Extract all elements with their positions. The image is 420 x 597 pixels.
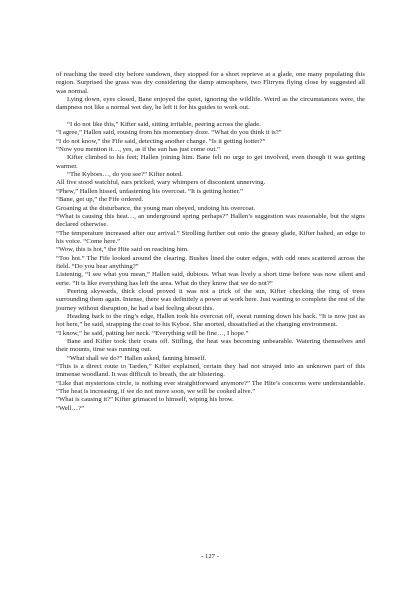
paragraph: Peering skywards, thick cloud proved it was not a trick of the sun, Kifter checking the ring of trees surrounding them again. Intense, there was definitely a power at work here. Just wanting to complete the rest of the journey without disruption, he had a bad feeling about this. — [56, 287, 365, 312]
paragraph: of reaching the treed city before sundown, they stopped for a short reprieve at a glade, one many populating this region. Surprised the grass was dry considering the damp atmosphere, two Flirryns flying close by suggested all was normal. — [56, 71, 365, 95]
paragraph: Lying down, eyes closed, Bane enjoyed the quiet, ignoring the wildlife. Weird as the circumstances were, the dampness not like a normal wet day, he left it for his guides to work out. — [56, 96, 365, 112]
paragraph: Bane and Kifter took their coats off. Stifling, the heat was becoming unbearable. Watering themselves and their mounts, time was running out. — [56, 338, 365, 354]
paragraph: “The Kyboes…, do you see?” Kifter noted. — [67, 171, 183, 179]
paragraph: “What shall we do?” Hallen asked, fanning himself. — [67, 354, 207, 362]
paragraph: All five stood watchful, ears pricked, wary whimpers of discontent unnerving. — [56, 179, 266, 187]
paragraph: “What is causing it?” Kifter grimaced to himself, wiping his brow. — [56, 396, 234, 404]
paragraph: “Now you mention it…, yes, as if the sun has just come out.” — [56, 146, 221, 154]
paragraph: “I do not like this,” Kifter said, sitting irritable, peering across the glade. — [67, 121, 261, 129]
paragraph: “I know,” he said, patting her neck. “Everything will be fine…, I hope.” — [56, 329, 249, 337]
paragraph: Groaning at the disturbance, the young man obeyed, undoing his overcoat. — [56, 204, 256, 212]
paragraph: “Phew,” Hallen hissed, unfastening his overcoat. “It is getting hotter.” — [56, 187, 243, 195]
paragraph: Listening, “I see what you mean,” Hallen said, dubious. What was lively a short time before was now silent and eerie. “It is like everything has left the area. What do they know that we do not?” — [56, 271, 365, 287]
paragraph: “The temperature increased after our arrival.” Strolling further out onto the grassy glade, Kifter halted, an edge to his voice. “Come here.” — [56, 229, 365, 245]
paragraph-break — [56, 113, 365, 121]
paragraph: “Like that mysterious circle, is nothing ever straightforward anymore?” The Hite’s concerns were understandable. “The heat is increasing, if we do not move soon, we will be cooked alive.” — [56, 379, 365, 396]
paragraph: Heading back to the ring’s edge, Hallen took his overcoat off, sweat running down his back. “It is now just as hot here,” he said, strapping the coat to his Kyboe. She snorted, dissatisfied at the changing environment. — [56, 312, 365, 329]
paragraph: “I agree,” Hallen said, rousing from his momentary doze. “What do you think it is?” — [56, 129, 282, 137]
page-number: - 127 - — [201, 553, 219, 560]
paragraph: “This is a direct route to Tarden,” Kifter explained, certain they had not strayed into an unknown part of this immense woodland. It was difficult to breath, the air blistering. — [56, 363, 365, 379]
paragraph: “Wow, this is hot,” the Hite said on reaching him. — [56, 246, 189, 254]
paragraph: “Too hot.” The Fife looked around the clearing. Bushes lined the outer edges, with odd ones scattered across the field. “Do you hear anything?” — [56, 254, 365, 270]
paragraph: “Bane, get up,” the Fife ordered. — [56, 196, 144, 204]
paragraph: “What is causing this heat…, an underground spring perhaps?” Hallen’s suggestion was reasonable, but the signs declared otherwise. — [56, 212, 365, 229]
paragraph: “I do not know,” the Fife said, detecting another change. “Is it getting hotter?” — [56, 137, 266, 145]
paragraph: Kifter climbed to his feet; Hallen joining him. Bane felt no urge to get involved, even though it was getting warmer. — [56, 154, 365, 170]
page-body-text — [56, 71, 365, 413]
paragraph: “Well…?” — [56, 404, 85, 412]
